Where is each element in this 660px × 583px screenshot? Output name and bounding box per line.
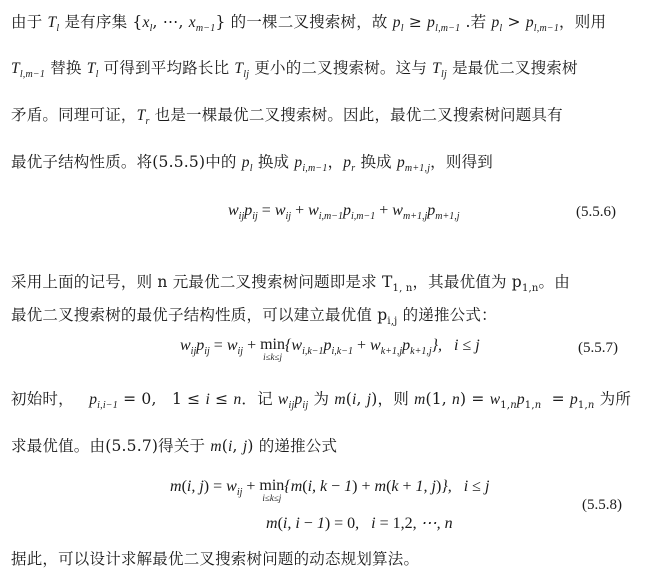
paragraph1-line2: $T_{l,m-1}$ 替换 $T_l$ 可得到平均路长比 $T_{lj}$ 更小的二叉搜索树。这与 $T_{lj}$ 是最优二叉搜索树 (11, 59, 578, 81)
equation-5-5-8-line1: m(i, $j) = w_{ij} + \min$ i≤k≤j {m(i, k − 1) + m(k + 1, j)}, i ≤ j (170, 477, 490, 503)
equation-number-5-5-8: (5.5.8) (582, 497, 622, 513)
paragraph2-line2: 最优二叉搜索树的最优子结构性质，可以建立最优值 $p_{i,j}$ 的递推公式： (11, 306, 497, 328)
equation-5-5-7: $w_{ij}p_{ij} = w_{ij} + \min$ i≤k≤j $\{w_{i,k-1}p_{i,k-1} + w_{k+1,j}p_{k+1,j}\}$, i ≤ j (180, 336, 480, 362)
paragraph3-line1: 初始时， $p_{i,i-1} = 0$, 1 ≤ i ≤ n．记 $w_{ij}p_{ij}$ 为 m(i, j)，则 m(1, $n) = w_{1,n}p_{1,n} = p_{1,n}$ 为所 (11, 390, 632, 412)
paragraph1-line1: 由于 $T_l$ 是有序集 {$x_l$, ⋯, $x_{m-1}$} 的一棵二叉搜索树，故 $p_l \ge p_{l,m-1}$ .若 $p_l > p_{l,m-1}$，则用 (11, 13, 607, 35)
min-operator: min i≤k≤j (259, 477, 285, 503)
paragraph1-line4: 最优子结构性质。将(5.5.5)中的 $p_l$ 换成 $p_{i,m-1}$，$p_r$ 换成 $p_{m+1,j}$，则得到 (11, 153, 493, 175)
paragraph4-line1: 据此，可以设计求解最优二叉搜索树问题的动态规划算法。 (11, 550, 420, 568)
paragraph2-line1: 采用上面的记号，则 n 元最优二叉搜索树问题即是求 $T_{1, n}$，其最优值为 $p_{1,n}$。由 (11, 273, 570, 295)
min-operator: min i≤k≤j (260, 336, 285, 362)
equation-5-5-6: $w_{ij}p_{ij} = w_{ij} + w_{i,m-1}p_{i,m-1} + w_{m+1,j}p_{m+1,j}$ (228, 202, 460, 223)
equation-number-5-5-7: (5.5.7) (578, 340, 618, 356)
equation-5-5-8-line2: m(i, i − 1) = 0, i = 1,2, ⋯, n (266, 515, 453, 532)
equation-number-5-5-6: (5.5.6) (576, 204, 616, 220)
paragraph1-line3: 矛盾。同理可证，$T_r$ 也是一棵最优二叉搜索树。因此，最优二叉搜索树问题具有 (11, 106, 563, 128)
paragraph3-line2: 求最优值。由(5.5.7)得关于 m(i, j) 的递推公式 (11, 437, 338, 455)
